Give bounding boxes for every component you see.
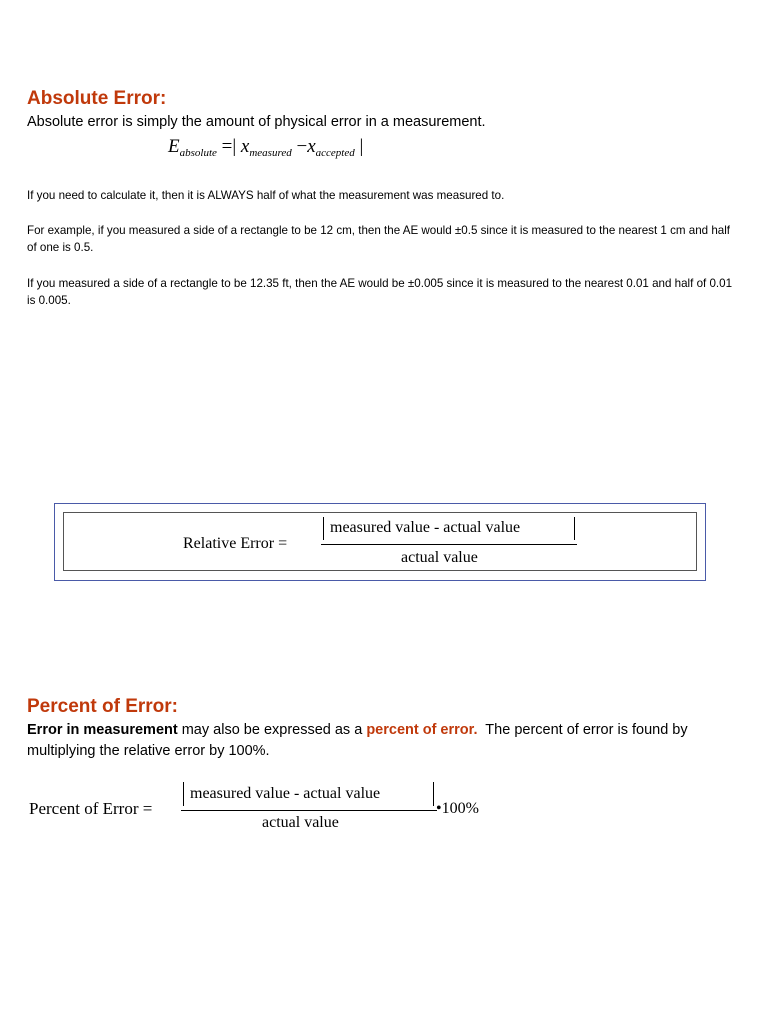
relative-error-numerator: measured value - actual value: [330, 519, 521, 536]
percent-error-numerator: measured value - actual value: [190, 785, 381, 802]
percent-error-line1-mid: may also be expressed as a: [177, 722, 367, 738]
percent-error-line1: [27, 722, 688, 738]
absolute-error-formula: [168, 136, 363, 159]
percent-error-right-bar: [433, 782, 434, 806]
formula-minus: −: [296, 136, 308, 157]
formula-sub-measured: measured: [249, 147, 292, 159]
relative-error-right-bar: [574, 517, 575, 540]
percent-error-denominator: actual value: [262, 814, 339, 831]
relative-error-denominator: actual value: [401, 549, 478, 566]
percent-error-multiplier: •100%: [436, 800, 479, 817]
percent-error-heading: Percent of Error:: [27, 696, 178, 717]
formula-sub-accepted: accepted: [315, 147, 355, 159]
relative-error-label: Relative Error =: [183, 535, 288, 552]
percent-of-error-highlight: percent of error.: [366, 722, 478, 738]
percent-error-label: Percent of Error =: [29, 799, 153, 818]
absolute-error-para1: If you need to calculate it, then it is ALWAYS half of what the measurement was measured to.: [27, 189, 505, 202]
absolute-error-intro: Absolute error is simply the amount of physical error in a measurement.: [27, 114, 486, 130]
formula-equals-bar: =|: [221, 136, 237, 157]
absolute-error-heading: Absolute Error:: [27, 88, 167, 109]
percent-error-fraction-line: [181, 810, 437, 811]
formula-x-accepted: x: [307, 136, 316, 157]
percent-error-left-bar: [183, 782, 184, 806]
relative-error-fraction-line: [321, 544, 577, 545]
error-in-measurement-text: Error in measurement: [27, 722, 178, 738]
percent-error-line1-end: The percent of error is found by: [477, 722, 688, 738]
formula-x-measured: x: [240, 136, 250, 157]
absolute-error-para2: For example, if you measured a side of a rectangle to be 12 cm, then the AE would ±0.5 since it is measured to the nearest 1 cm and half of one is 0.5.: [27, 224, 731, 254]
relative-error-left-bar: [323, 517, 324, 540]
formula-e: E: [168, 136, 180, 157]
absolute-error-para3: If you measured a side of a rectangle to be 12.35 ft, then the AE would be ±0.005 since it is measured to the nearest 0.01 and half of 0.01 is 0.005.: [27, 277, 733, 307]
percent-error-line2: multiplying the relative error by 100%.: [27, 743, 270, 759]
formula-sub-absolute: absolute: [179, 147, 217, 159]
formula-close-bar: |: [359, 136, 364, 157]
